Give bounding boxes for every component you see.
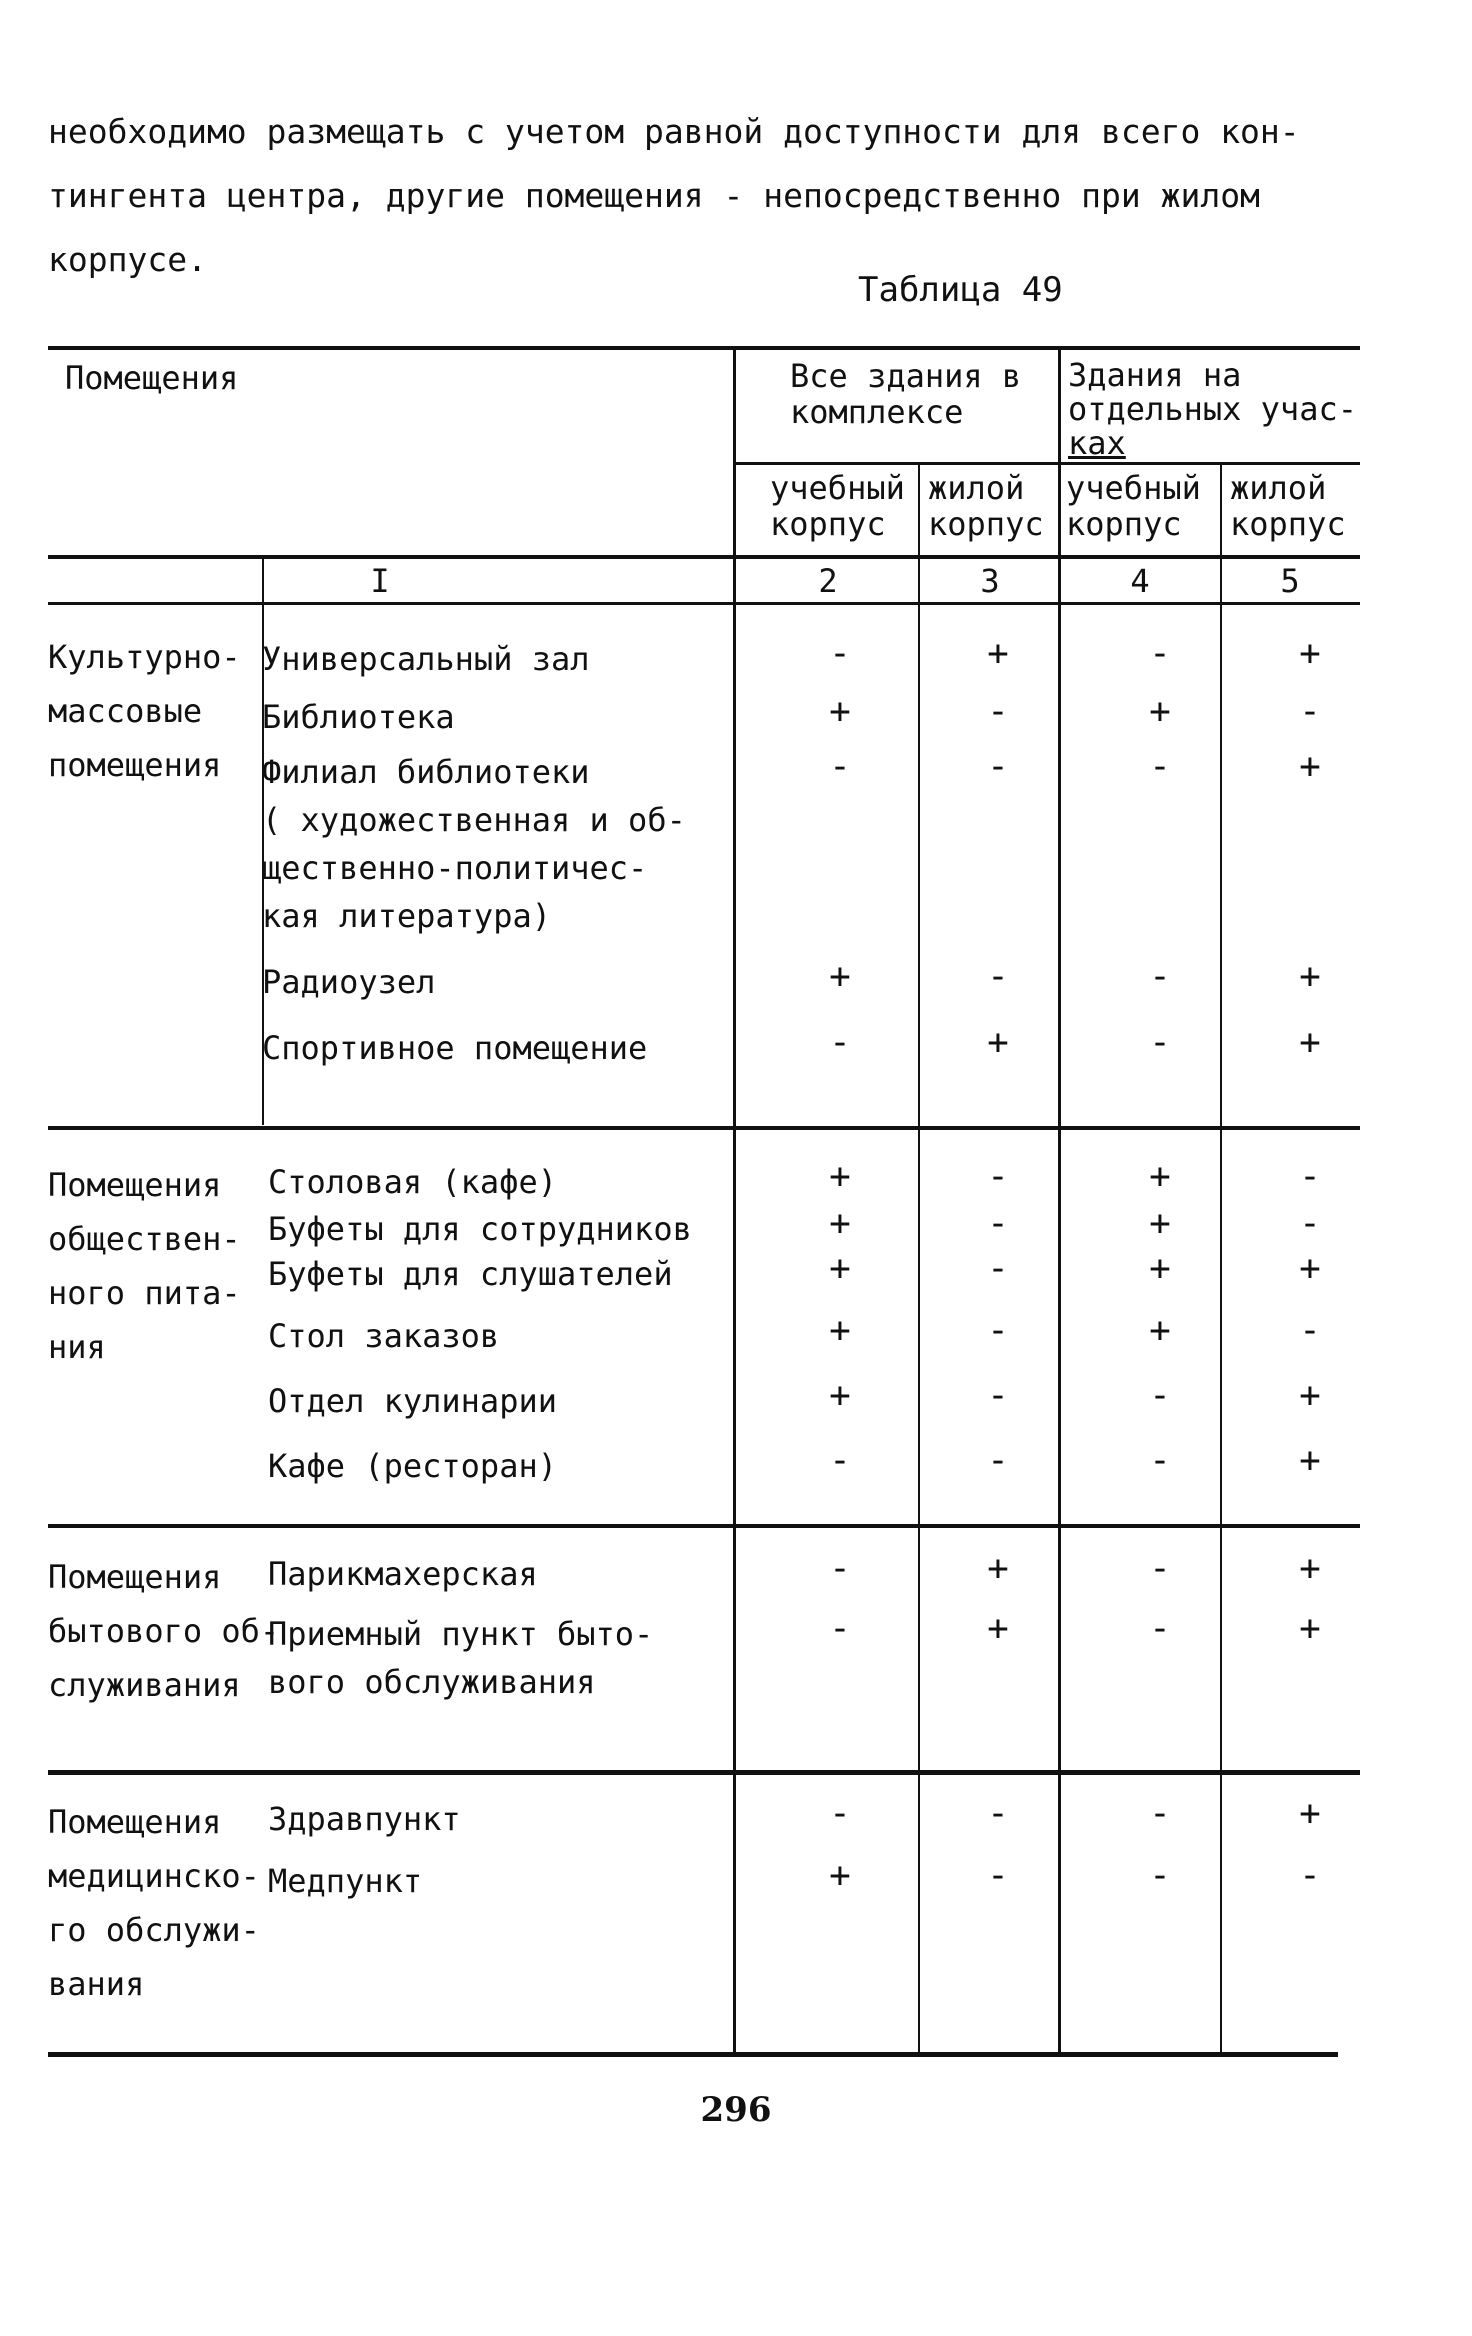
header-separate-line: Здания на — [1068, 356, 1242, 394]
room-item — [262, 635, 590, 683]
category-line: бытового об- — [48, 1612, 280, 1650]
header-sub-edu-2 — [1066, 470, 1201, 542]
availability-mark: - — [1149, 1440, 1171, 1481]
availability-mark: - — [987, 956, 1009, 997]
availability-mark: - — [829, 1793, 851, 1834]
room-item-line: вого обслуживания — [268, 1663, 596, 1701]
header-sub-res-1 — [928, 470, 1044, 542]
availability-mark: + — [1149, 1203, 1171, 1244]
header-sub-line: жилой — [928, 469, 1025, 507]
room-item — [268, 1442, 557, 1490]
room-item-line: Отдел кулинарии — [268, 1382, 557, 1420]
availability-mark: + — [829, 956, 851, 997]
header-complex — [790, 358, 1021, 430]
room-item — [268, 1857, 422, 1905]
availability-mark: - — [987, 1248, 1009, 1289]
availability-mark: - — [987, 1440, 1009, 1481]
availability-mark: - — [1299, 1310, 1321, 1351]
availability-mark: + — [1299, 1548, 1321, 1589]
availability-mark: - — [987, 1375, 1009, 1416]
availability-mark: + — [829, 1375, 851, 1416]
header-separate-line: ках — [1068, 424, 1126, 462]
room-item — [268, 1795, 461, 1843]
availability-mark: + — [829, 1248, 851, 1289]
room-item-line: Библиотека — [262, 698, 455, 736]
category-line: Культурно- — [48, 638, 241, 676]
room-item-line: Стол заказов — [268, 1317, 500, 1355]
room-item — [268, 1550, 538, 1598]
availability-mark: - — [1149, 956, 1171, 997]
room-item — [262, 748, 686, 940]
rule-bottom — [48, 2052, 1338, 2057]
header-sub-line: корпус — [928, 505, 1044, 543]
category-line: Помещения — [48, 1803, 222, 1841]
room-item — [262, 1024, 647, 1072]
availability-mark: - — [1299, 691, 1321, 732]
category-line: ного пита- — [48, 1274, 241, 1312]
room-item-line: Парикмахерская — [268, 1555, 538, 1593]
intro-line: тингента центра, другие помещения - непосредственно при жилом — [48, 176, 1260, 215]
room-item — [268, 1377, 557, 1425]
header-separate-line: отдельных учас- — [1068, 390, 1357, 428]
room-item-line: Универсальный зал — [262, 640, 590, 678]
header-complex-line: комплексе — [790, 393, 964, 431]
room-item-line: Кафе (ресторан) — [268, 1447, 557, 1485]
availability-mark: - — [1149, 1022, 1171, 1063]
availability-mark: + — [829, 1156, 851, 1197]
availability-mark: - — [1299, 1203, 1321, 1244]
header-separate — [1068, 358, 1357, 460]
availability-mark: + — [1299, 1440, 1321, 1481]
availability-mark: + — [1149, 1156, 1171, 1197]
header-rooms: Помещения — [65, 359, 239, 397]
rule-section-1 — [48, 1126, 1360, 1130]
category-line: Помещения — [48, 1558, 222, 1596]
room-item — [262, 693, 455, 741]
category-line: ния — [48, 1328, 106, 1366]
room-item-line: Филиал библиотеки — [262, 753, 590, 791]
category-label — [48, 1795, 260, 2011]
rule-section-2 — [48, 1524, 1360, 1528]
availability-mark: + — [1149, 1310, 1171, 1351]
availability-mark: - — [1299, 1855, 1321, 1896]
availability-mark: + — [1299, 1375, 1321, 1416]
header-sub-line: учебный — [1066, 469, 1201, 507]
col-number: 5 — [1280, 562, 1300, 600]
category-line: служивания — [48, 1666, 241, 1704]
room-item-line: Буфеты для сотрудников — [268, 1210, 692, 1248]
availability-mark: - — [987, 1793, 1009, 1834]
category-label — [48, 1158, 241, 1374]
availability-mark: + — [829, 1203, 851, 1244]
category-line: медицинско- — [48, 1857, 260, 1895]
table-caption: Таблица 49 — [858, 270, 1063, 310]
rule-numbers-bottom — [48, 602, 1360, 605]
category-line: массовые — [48, 692, 203, 730]
room-item — [262, 958, 435, 1006]
intro-paragraph — [48, 100, 1348, 292]
availability-mark: + — [1299, 633, 1321, 674]
availability-mark: + — [1149, 691, 1171, 732]
header-sub-edu-1 — [770, 470, 905, 542]
availability-mark: + — [1299, 1608, 1321, 1649]
intro-line: необходимо размещать с учетом равной доступности для всего кон- — [48, 112, 1300, 151]
category-label — [48, 630, 241, 792]
col-number: I — [370, 562, 390, 600]
col-divider-3 — [1058, 346, 1061, 2054]
category-line: помещения — [48, 746, 222, 784]
availability-mark: - — [987, 1310, 1009, 1351]
availability-mark: - — [987, 1855, 1009, 1896]
availability-mark: + — [1149, 1248, 1171, 1289]
availability-mark: - — [829, 1022, 851, 1063]
intro-line: корпусе. — [48, 240, 207, 279]
room-item-line: Медпункт — [268, 1862, 423, 1900]
col-divider-1 — [733, 346, 736, 2054]
category-line: вания — [48, 1965, 145, 2003]
category-line: обществен- — [48, 1220, 241, 1258]
room-item-line: Приемный пункт быто- — [268, 1615, 654, 1653]
room-item-line: ( художественная и об- — [262, 801, 686, 839]
header-sub-line: жилой — [1230, 469, 1327, 507]
availability-mark: + — [1299, 1248, 1321, 1289]
availability-mark: - — [987, 746, 1009, 787]
availability-mark: - — [987, 1156, 1009, 1197]
room-item-line: щественно-политичес- — [262, 849, 648, 887]
availability-mark: + — [987, 1548, 1009, 1589]
header-complex-line: Все здания в — [790, 357, 1022, 395]
rule-header-bottom — [48, 555, 1360, 559]
availability-mark: - — [1149, 1793, 1171, 1834]
rule-section-3 — [48, 1770, 1360, 1775]
category-label — [48, 1550, 279, 1712]
rule-sub-header — [735, 462, 1360, 465]
availability-mark: + — [987, 633, 1009, 674]
availability-mark: - — [1149, 1855, 1171, 1896]
availability-mark: - — [829, 1548, 851, 1589]
availability-mark: + — [829, 1310, 851, 1351]
category-line: го обслужи- — [48, 1911, 260, 1949]
rule-top — [48, 346, 1360, 350]
room-item — [268, 1158, 557, 1206]
header-sub-line: корпус — [1066, 505, 1182, 543]
availability-mark: - — [1149, 1548, 1171, 1589]
room-item-line: Столовая (кафе) — [268, 1163, 557, 1201]
page-number: 296 — [700, 2090, 772, 2130]
room-item-line: кая литература) — [262, 897, 551, 935]
availability-mark: - — [1149, 1608, 1171, 1649]
availability-mark: - — [1149, 1375, 1171, 1416]
availability-mark: - — [1299, 1156, 1321, 1197]
room-item-line: Радиоузел — [262, 963, 436, 1001]
availability-mark: - — [987, 691, 1009, 732]
col-number: 3 — [980, 562, 1000, 600]
category-line: Помещения — [48, 1166, 222, 1204]
availability-mark: - — [829, 633, 851, 674]
availability-mark: - — [829, 1608, 851, 1649]
room-item — [268, 1205, 692, 1253]
col-number: 2 — [818, 562, 838, 600]
room-item-line: Здравпункт — [268, 1800, 461, 1838]
availability-mark: + — [987, 1022, 1009, 1063]
availability-mark: - — [987, 1203, 1009, 1244]
header-sub-res-2 — [1230, 470, 1346, 542]
col-divider-4 — [1220, 462, 1222, 2054]
availability-mark: - — [829, 1440, 851, 1481]
col-number: 4 — [1130, 562, 1150, 600]
header-sub-line: корпус — [1230, 505, 1346, 543]
col-divider-2 — [918, 462, 920, 2054]
availability-mark: + — [1299, 956, 1321, 997]
header-sub-line: корпус — [770, 505, 886, 543]
availability-mark: - — [1149, 633, 1171, 674]
availability-mark: + — [829, 1855, 851, 1896]
availability-mark: - — [829, 746, 851, 787]
availability-mark: + — [1299, 1022, 1321, 1063]
header-sub-line: учебный — [770, 469, 905, 507]
room-item — [268, 1312, 499, 1360]
room-item — [268, 1250, 673, 1298]
availability-mark: + — [829, 691, 851, 732]
room-item-line: Буфеты для слушателей — [268, 1255, 673, 1293]
availability-mark: - — [1149, 746, 1171, 787]
availability-mark: + — [1299, 746, 1321, 787]
room-item-line: Спортивное помещение — [262, 1029, 648, 1067]
room-item — [268, 1610, 653, 1706]
availability-mark: + — [1299, 1793, 1321, 1834]
availability-mark: + — [987, 1608, 1009, 1649]
